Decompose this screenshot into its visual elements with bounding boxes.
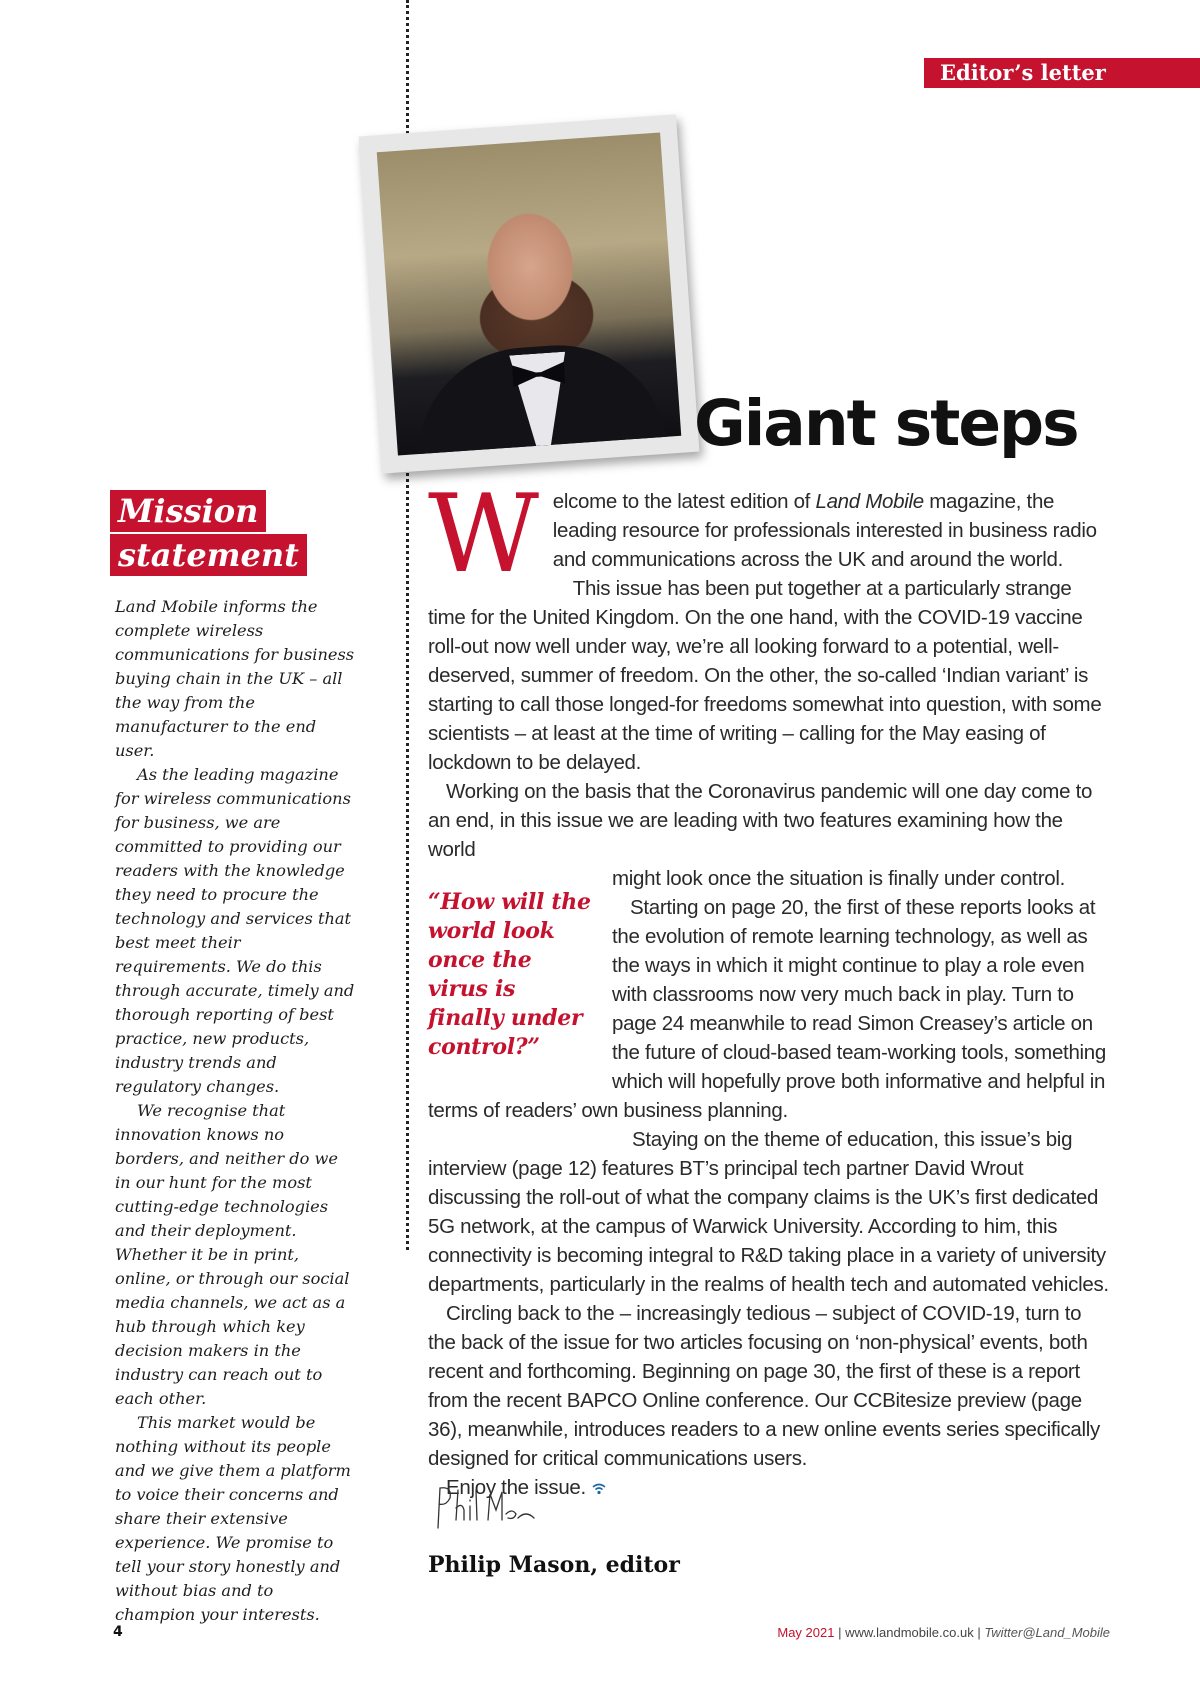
twitter-handle[interactable]: Twitter@Land_Mobile — [984, 1625, 1110, 1640]
mission-paragraph: Land Mobile informs the complete wireless communications for business buying chain in the UK – all the way from the manufacturer to the end user. — [115, 597, 355, 760]
editor-signature — [430, 1480, 540, 1540]
mission-paragraph: We recognise that innovation knows no borders, and neither do we in our hunt for the most cutting-edge technologies and their deployment. Whether it be in print, online, or through our social media channels, we act as a hub through which key decision makers in the industry can reach out to each other. — [115, 1101, 350, 1408]
letter-text: elcome to the latest edition of — [552, 490, 816, 513]
letter-closing: Enjoy the issue. — [446, 1476, 586, 1499]
mission-paragraph: As the leading magazine for wireless communications for business, we are committed to providing our readers with the knowledge they need to procure the technology and services that best meet their requirements. We do this through accurate, timely and thorough reporting of best practice, new products, industry trends and regulatory changes. — [115, 765, 355, 1096]
letter-paragraph: might look once the situation is finally under control. — [612, 867, 1065, 890]
mission-heading-line2: statement — [110, 534, 307, 576]
letter-text: magazine, the leading resource for professionals interested in business radio and communications across the UK and around the world. — [552, 490, 1097, 571]
letter-paragraph: Working on the basis that the Coronavirus pandemic will one day come to an end, in this issue we are leading with two features examining how the world — [428, 780, 1093, 861]
issue-date: May 2021 — [777, 1625, 835, 1640]
mission-paragraph: This market would be nothing without its people and we give them a platform to voice their concerns and share their extensive experience. We promise to tell your story honestly and without bias and to champion your interests. — [115, 1413, 351, 1624]
letter-paragraph — [428, 472, 1110, 597]
letter-paragraph: Starting on page 20, the first of these reports looks at the evolution of remote learning technology, as well as the ways in which it might continue to play a role even with classrooms now very much back in play. Turn to page 24 meanwhile to read Simon Creasey’s article on the future of cloud-based team-working tools, something which will hopefully prove both informative and helpful in terms of readers’ own business planning. — [428, 896, 1106, 1122]
editor-photo — [377, 132, 682, 455]
editor-signoff: Philip Mason, editor — [428, 1552, 680, 1578]
mission-statement-body — [115, 595, 355, 1627]
website-link[interactable]: www.landmobile.co.uk — [845, 1625, 974, 1640]
letter-paragraph: This issue has been put together at a particularly strange time for the United Kingdom. On the one hand, with the COVID-19 vaccine roll-out now well under way, we’re all looking forward to a potential, well-deserved, summer of freedom. On the other, the so-called ‘Indian variant’ is starting to call those longed-for freedoms somewhat into question, with some scientists – at least at the time of writing – calling for the May easing of lockdown to be delayed. — [428, 577, 1102, 774]
mission-heading — [110, 490, 307, 576]
wireless-signal-icon — [592, 1482, 606, 1496]
article-title: Giant steps — [694, 387, 1078, 460]
footer-info — [777, 1625, 1110, 1640]
letter-paragraph: Circling back to the – increasingly tedious – subject of COVID-19, turn to the back of the issue for two articles focusing on ‘non-physical’ events, both recent and forthcoming. Beginning on page 30, the first of these is a report from the recent BAPCO Online conference. Our CCBitesize preview (page 36), meanwhile, introduces readers to a new online events series specifically designed for critical communications users. — [428, 1302, 1100, 1470]
magazine-name: Land Mobile — [815, 490, 924, 513]
footer-separator: | — [834, 1625, 846, 1640]
drop-cap: W — [428, 472, 539, 597]
editor-photo-frame — [359, 114, 700, 473]
letter-paragraph: interview (page 12) features BT’s principal tech partner David Wrout discussing the roll-out of what the company claims is the UK’s first dedicated 5G network, at the campus of Warwick University. According to him, this connectivity is becoming integral to R&D taking place in a variety of university departments, particularly in the realms of health tech and automated vehicles. — [428, 1157, 1109, 1296]
letter-paragraph: Staying on the theme of education, this issue’s big — [632, 1128, 1073, 1151]
mission-heading-line1: Mission — [110, 490, 266, 532]
footer-separator: | — [973, 1625, 985, 1640]
page-number: 4 — [113, 1624, 123, 1640]
editor-letter-body — [428, 472, 1110, 1502]
section-tag: Editor’s letter — [924, 58, 1200, 88]
pull-quote: “How will the world look once the virus is finally under control?” — [428, 889, 591, 1060]
